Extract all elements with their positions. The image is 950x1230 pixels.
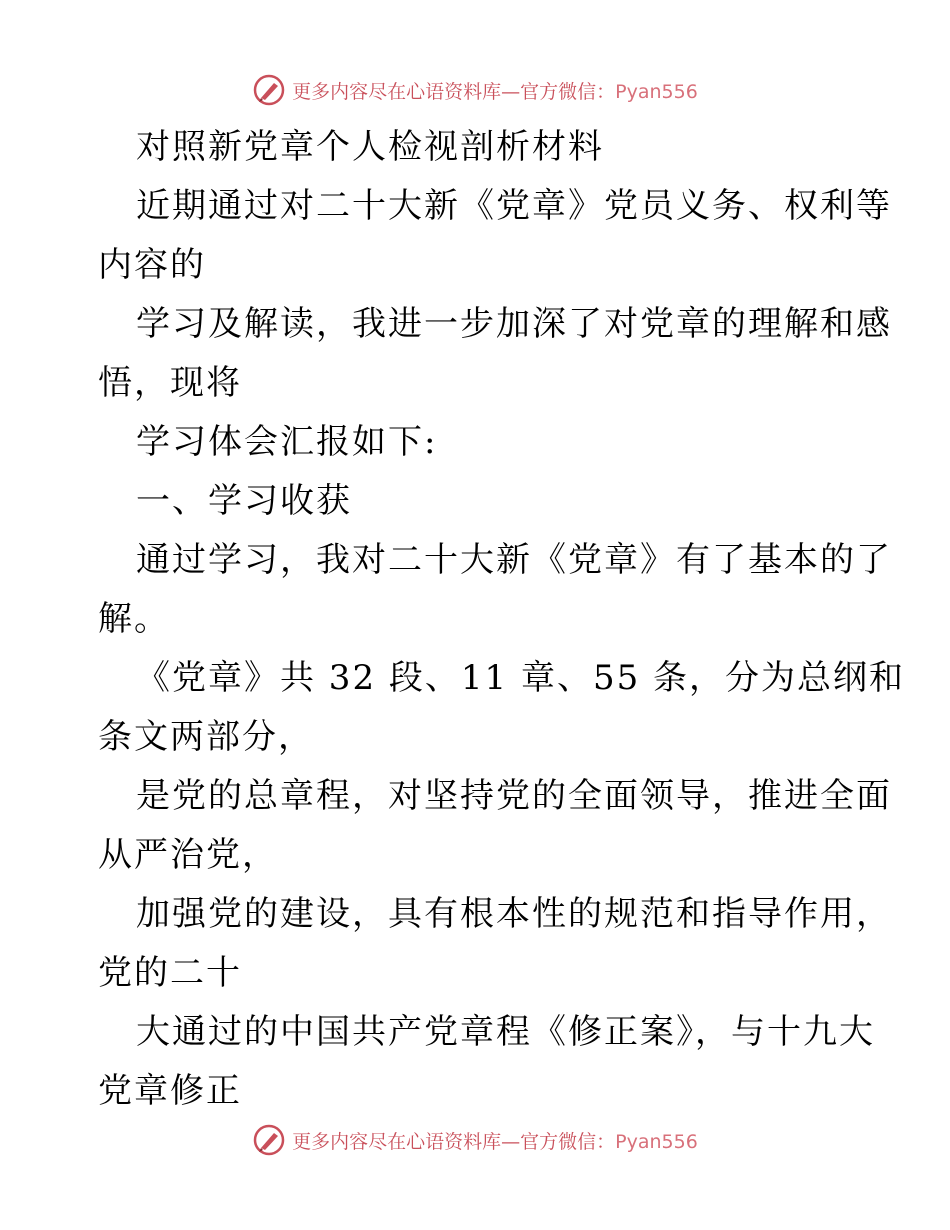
text-line: 学习体会汇报如下: (136, 422, 438, 462)
wechat-id: Pyan556 (615, 1130, 698, 1153)
banner-text: 更多内容尽在心语资料库—官方微信：Pyan556 (292, 1130, 698, 1153)
text-line: 解。 (98, 599, 170, 639)
text-line: 党的二十 (98, 953, 242, 993)
text-line: 通过学习，我对二十大新《党章》有了基本的了 (136, 540, 892, 580)
document-title: 对照新党章个人检视剖析材料 (136, 127, 604, 167)
document-body (98, 118, 906, 1121)
text-line: 《党章》共 32 段、11 章、55 条，分为总纲和 (136, 658, 906, 698)
text-line: 从严治党， (98, 835, 278, 875)
pen-logo-icon (252, 73, 286, 107)
text-line: 加强党的建设，具有根本性的规范和指导作用， (136, 894, 892, 934)
text-line: 大通过的中国共产党章程《修正案》，与十九大 (136, 1012, 875, 1052)
pen-logo-icon (252, 1123, 286, 1157)
text-line: 党章修正 (98, 1071, 242, 1111)
text-line: 学习及解读，我进一步加深了对党章的理解和感 (136, 304, 892, 344)
text-line: 悟，现将 (98, 363, 242, 403)
text-line: 内容的 (98, 245, 206, 285)
text-line: 近期通过对二十大新《党章》党员义务、权利等 (136, 186, 892, 226)
banner-text: 更多内容尽在心语资料库—官方微信：Pyan556 (292, 80, 698, 103)
footer-banner (0, 1120, 950, 1160)
section-heading: 一、学习收获 (136, 481, 352, 521)
wechat-id: Pyan556 (615, 80, 698, 103)
text-line: 是党的总章程，对坚持党的全面领导，推进全面 (136, 776, 892, 816)
header-banner (0, 70, 950, 110)
text-line: 条文两部分， (98, 717, 314, 757)
